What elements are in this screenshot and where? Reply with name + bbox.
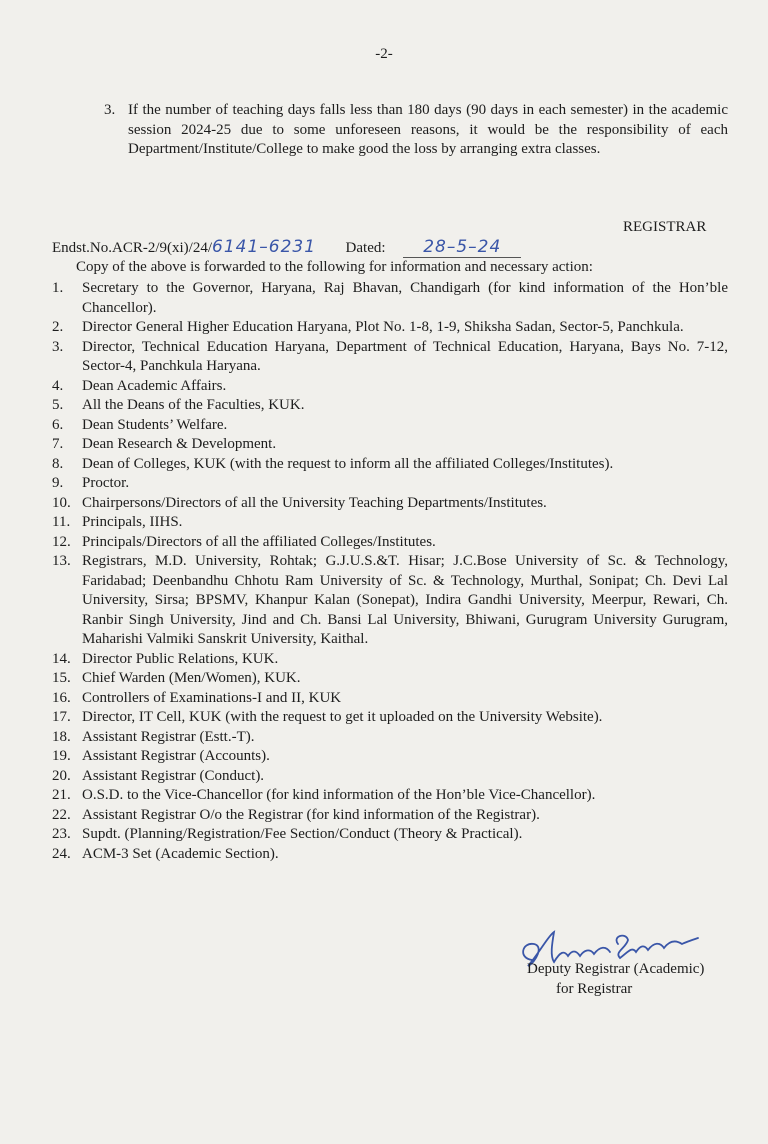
dated-handwritten: 28–5–24: [423, 237, 502, 257]
list-item: 7. Dean Research & Development.: [52, 436, 277, 452]
endorsement-ref: Endst.No.ACR-2/9(xi)/24/: [52, 240, 212, 256]
list-item: 9. Proctor.: [52, 475, 130, 491]
list-item: 21. O.S.D. to the Vice-Chancellor (for kind information of the Hon’ble Vice-Chancellor).: [52, 787, 596, 803]
list-item: 23. Supdt. (Planning/Registration/Fee Section/Conduct (Theory & Practical).: [52, 826, 523, 842]
list-item: 22. Assistant Registrar O/o the Registrar (for kind information of the Registrar).: [52, 806, 540, 823]
list-item: 3. Director, Technical Education Haryana, Department of Technical Education, Haryana, Bays No. 7-12, Sector-4, Panchkula Haryana.: [52, 338, 728, 374]
list-item: 20. Assistant Registrar (Conduct).: [52, 767, 265, 784]
list-item: 19. Assistant Registrar (Accounts).: [52, 748, 270, 764]
paragraph-number: 3.: [104, 102, 116, 118]
list-item: 12. Principals/Directors of all the affiliated Colleges/Institutes.: [52, 533, 436, 550]
list-item: 1. Secretary to the Governor, Haryana, Raj Bhavan, Chandigarh (for kind information of the Hon’ble Chancellor).: [52, 280, 728, 316]
list-item: 6. Dean Students’ Welfare.: [52, 416, 228, 433]
list-item: 4. Dean Academic Affairs.: [52, 377, 227, 394]
endorsement-line: [52, 237, 521, 258]
list-item: 16. Controllers of Examinations-I and II, KUK: [52, 689, 342, 706]
list-item: 18. Assistant Registrar (Estt.-T).: [52, 728, 255, 745]
forwarding-intro: Copy of the above is forwarded to the following for information and necessary action:: [76, 259, 593, 275]
list-item: 2. Director General Higher Education Haryana, Plot No. 1-8, 1-9, Shiksha Sadan, Sector-5, Panchkula.: [52, 319, 684, 335]
dated-label: Dated:: [345, 240, 386, 256]
list-item: 8. Dean of Colleges, KUK (with the request to inform all the affiliated Colleges/Institutes).: [52, 455, 614, 472]
paragraph-text: If the number of teaching days falls less than 180 days (90 days in each semester) in the academic session 2024-25 due to some unforeseen reasons, it would be the responsibility of each Department/Institute/College to make good the loss by arranging extra classes.: [128, 102, 728, 157]
list-item: 5. All the Deans of the Faculties, KUK.: [52, 397, 305, 413]
endorsement-ref-handwritten: 6141–6231: [212, 237, 317, 257]
list-item: 10. Chairpersons/Directors of all the University Teaching Departments/Institutes.: [52, 494, 547, 511]
signatory-title: Deputy Registrar (Academic): [527, 961, 705, 977]
list-item: 15. Chief Warden (Men/Women), KUK.: [52, 670, 301, 686]
list-item: 11. Principals, IIHS.: [52, 514, 183, 530]
list-item: 17. Director, IT Cell, KUK (with the request to get it uploaded on the University Website).: [52, 709, 603, 725]
registrar-label: REGISTRAR: [623, 219, 707, 235]
list-item: 13. Registrars, M.D. University, Rohtak; G.J.U.S.&T. Hisar; J.C.Bose University of Sc. & Technology, Faridabad; Deenbandhu Chhotu Ram University of Sc. & Technology, Murthal, Sonipat; Ch. Devi Lal University, Sirsa; BPSMV, Khanpur Kalan (Sonepat), Indira Gandhi University, Meerpur, Rewari, Ch. Ranbir Singh University, Jind and Ch. Bansi Lal University, Bhiwani, Gurugram University Gurugram, Maharishi Valmiki Sanskrit University, Kaithal.: [52, 553, 728, 647]
list-item: 24. ACM-3 Set (Academic Section).: [52, 845, 279, 862]
signatory-subtitle: for Registrar: [556, 981, 633, 997]
page-number: -2-: [375, 46, 393, 62]
recipient-list: [0, 279, 768, 864]
paragraph-3: [104, 101, 728, 160]
list-item: 14. Director Public Relations, KUK.: [52, 650, 279, 667]
